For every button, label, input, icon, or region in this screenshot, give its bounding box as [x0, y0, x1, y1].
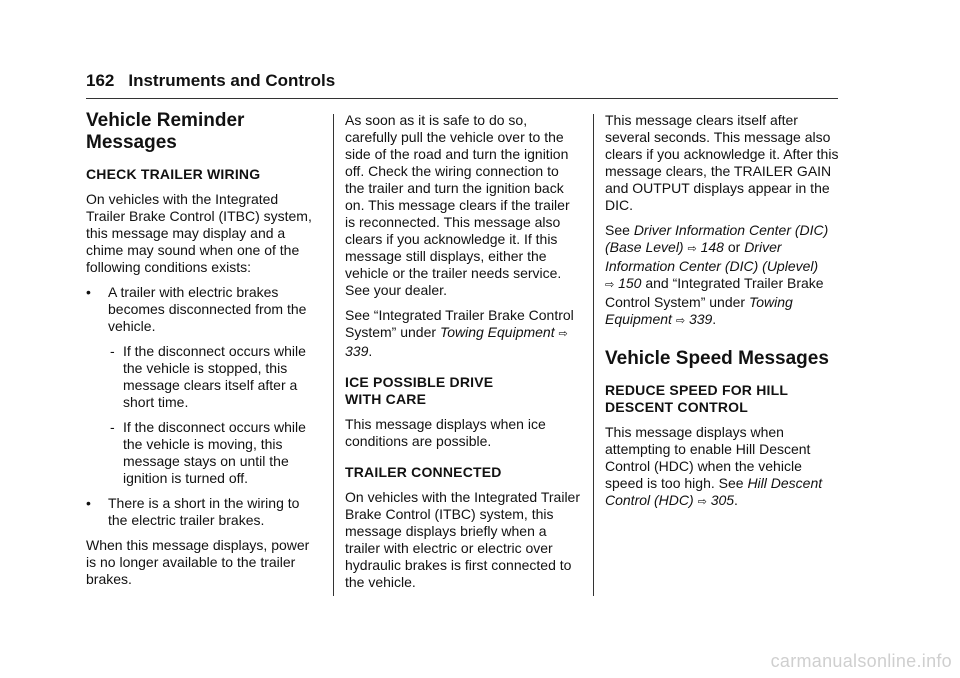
page-ref[interactable]: 150 [618, 275, 642, 291]
subheading-check-trailer-wiring: CHECK TRAILER WIRING [86, 166, 261, 182]
subheading-trailer-connected: TRAILER CONNECTED [345, 464, 502, 480]
link-dic-base[interactable]: Driver Information Center (DIC) (Base Level) [605, 222, 829, 255]
paragraph-reference: See “Integrated Trailer Brake Control System” under Towing Equipment ⇨ 339. [345, 307, 574, 359]
column-divider [333, 114, 334, 596]
watermark: carmanualsonline.info [770, 651, 952, 671]
column-divider [593, 114, 594, 596]
column-1 [86, 110, 320, 596]
paragraph: When this message displays, power is no longer available to the trailer brakes. [86, 537, 310, 587]
paragraph: This message displays when ice conditions are possible. [345, 416, 546, 449]
paragraph: On vehicles with the Integrated Trailer Brake Control (ITBC) system, this message displays briefly when a trailer with electric or electric over hydraulic brakes is first connected to the vehicle. [345, 489, 581, 590]
paragraph: As soon as it is safe to do so, carefully pull the vehicle over to the side of the road and turn the ignition off. Check the wiring connection to the trailer and turn the ignition back on. This message clears if the trailer is reconnected. This message also clears if you acknowledge it. If this message still displays, either the vehicle or the trailer needs service. See your dealer. [345, 112, 570, 298]
page-ref-arrow-icon: ⇨ [697, 496, 707, 508]
page-ref[interactable]: 339 [688, 311, 713, 327]
page-header [86, 71, 335, 91]
link-towing-equipment[interactable]: Towing Equipment [439, 324, 555, 340]
link-dic-uplevel[interactable]: Driver Information Center (DIC) (Uplevel) [605, 239, 819, 274]
section-title: Instruments and Controls [128, 71, 336, 90]
sub-bullet-item: - If the disconnect occurs while the vehicle is moving, this message stays on until the ignition is turned off. [110, 419, 306, 486]
column-2 [345, 112, 581, 599]
paragraph: On vehicles with the Integrated Trailer Brake Control (ITBC) system, this message may display and a chime may sound when one of the following conditions exists: [86, 191, 312, 275]
page-ref[interactable]: 305 [710, 492, 735, 508]
section-heading-speed: Vehicle Speed Messages [605, 348, 829, 369]
header-rule [86, 98, 838, 99]
column-3 [605, 112, 841, 519]
dash-mark: - [110, 419, 115, 435]
paragraph-reference: See Driver Information Center (DIC) (Base Level) ⇨ 148 or Driver Information Center (DIC) (Uplevel) ⇨ 150 and “Integrated Trailer Brake Control System” under Towing Equipment ⇨ 339. [605, 222, 829, 327]
page-ref-arrow-icon: ⇨ [605, 279, 615, 291]
page-ref-arrow-icon: ⇨ [687, 243, 697, 255]
sub-bullet-item: - If the disconnect occurs while the vehicle is stopped, this message clears itself after a short time. [110, 343, 306, 410]
bullet-item: • A trailer with electric brakes becomes disconnected from the vehicle. [86, 284, 307, 334]
page-ref-arrow-icon: ⇨ [675, 315, 686, 327]
paragraph: This message clears itself after several seconds. This message also clears if you acknowledge it. After this message clears, the TRAILER GAIN and OUTPUT displays appear in the DIC. [605, 112, 839, 213]
bullet-item: • There is a short in the wiring to the electric trailer brakes. [86, 495, 300, 528]
dash-mark: - [110, 343, 115, 359]
page-number: 162 [86, 71, 115, 90]
link-towing-equipment[interactable]: Towing Equipment [605, 294, 793, 327]
subheading-ice-possible: ICE POSSIBLE DRIVE WITH CARE [345, 374, 494, 407]
page-ref-arrow-icon: ⇨ [558, 328, 568, 340]
bullet-mark: • [86, 495, 91, 511]
subheading-reduce-speed: REDUCE SPEED FOR HILL DESCENT CONTROL [605, 382, 789, 415]
page-ref[interactable]: 148 [700, 239, 724, 255]
bullet-mark: • [86, 284, 91, 300]
section-heading: Vehicle Reminder Messages [86, 110, 245, 153]
link-hill-descent[interactable]: Hill Descent Control (HDC) [605, 475, 823, 508]
paragraph-reference: This message displays when attempting to enable Hill Descent Control (HDC) when the vehicle speed is too high. See Hill Descent Control (HDC) ⇨ 305. [605, 424, 823, 508]
page-ref[interactable]: 339 [345, 343, 369, 359]
